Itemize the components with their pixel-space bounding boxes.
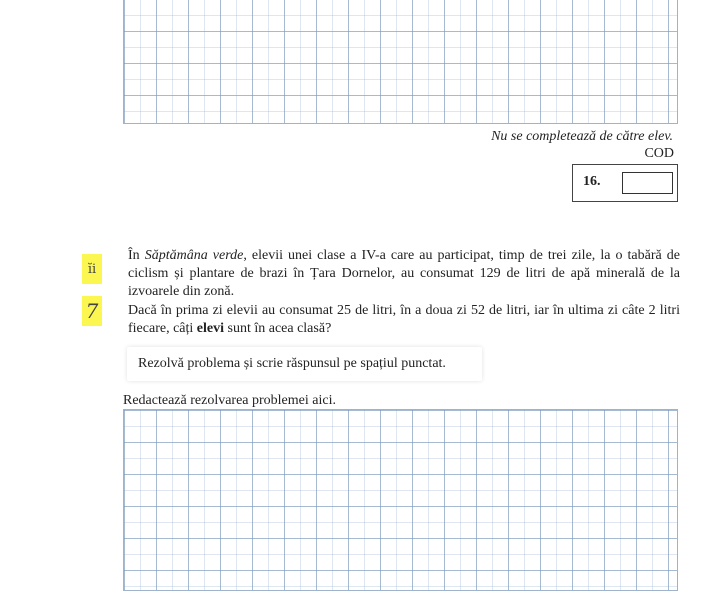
problem-text-2b: sunt în acea clasă? xyxy=(224,320,332,336)
answer-grid-bottom[interactable] xyxy=(123,409,678,591)
problem-paragraph-2 xyxy=(128,302,680,338)
answer-grid-top xyxy=(123,0,678,124)
problem-statement xyxy=(128,247,680,338)
item-code-box xyxy=(572,164,678,202)
problem-text-2a: Dacă în prima zi elevii au consumat 25 de litri, în a doua zi 52 de litri, iar în ultima zi câte 2 litri fiecare, câți xyxy=(128,302,680,336)
problem-lead: În xyxy=(128,248,145,263)
work-area-label: Redactează rezolvarea problemei aici. xyxy=(123,393,336,408)
item-number: 16. xyxy=(583,174,601,189)
item-code-field xyxy=(622,172,673,194)
instruction-box: Rezolvă problema și scrie răspunsul pe spațiul punctat. xyxy=(127,347,482,381)
problem-paragraph-1 xyxy=(128,247,680,302)
problem-keyword: elevi xyxy=(196,320,224,336)
teacher-only-note: Nu se completează de către elev. xyxy=(491,129,673,144)
problem-title: Săptămâna verde xyxy=(144,248,244,263)
score-marker-first: ĭi xyxy=(82,254,102,284)
score-marker-second: 7 xyxy=(82,296,102,326)
cod-label: COD xyxy=(644,146,674,161)
problem-text-1: , elevii unei clase a IV-a care au participat, timp de trei zile, la o tabără de ciclism și plantare de brazi în Țara Dornelor, au consumat 129 de litri de apă minerală de la izvoarele din zonă. xyxy=(128,248,680,300)
